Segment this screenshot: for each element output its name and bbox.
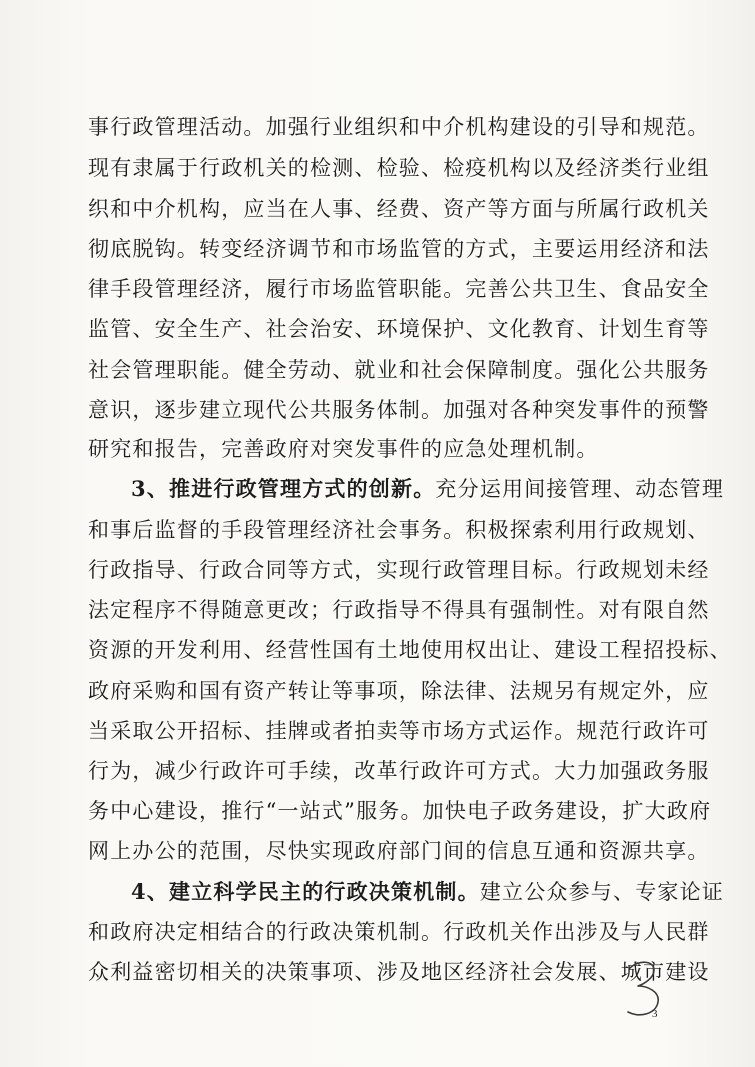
page-number: 3: [652, 1008, 658, 1020]
text-line: 网上办公的范围，尽快实现政府部门间的信息互通和资源共享。: [88, 839, 710, 863]
section-3-text: 充分运用间接管理、动态管理: [435, 477, 725, 501]
text-line: 意识，逐步建立现代公共服务体制。加强对各种突发事件的预警: [88, 398, 710, 422]
section-4-heading: 4、建立科学民主的行政决策机制。: [131, 879, 480, 904]
text-line: 和事后监督的手段管理经济社会事务。积极探索利用行政规划、: [88, 518, 710, 542]
handwritten-page-mark: [624, 958, 666, 1020]
text-line: 研究和报告，完善政府对突发事件的应急处理机制。: [88, 437, 599, 461]
text-line: 务中心建设，推行“一站式”服务。加快电子政务建设，扩大政府: [88, 799, 712, 823]
section-4-text: 建立公众参与、专家论证: [479, 880, 725, 904]
text-line: 政府采购和国有资产转让等事项，除法律、法规另有规定外，应: [88, 679, 710, 703]
text-line: 行为，减少行政许可手续，改革行政许可方式。大力加强政务服: [88, 759, 710, 783]
text-line: 现有隶属于行政机关的检测、检验、检疫机构以及经济类行业组: [88, 156, 710, 180]
text-line: 当采取公开招标、挂牌或者拍卖等市场方式运作。规范行政许可: [88, 719, 710, 743]
text-line: 律手段管理经济，履行市场监管职能。完善公共卫生、食品安全: [88, 277, 710, 301]
text-line: 织和中介机构，应当在人事、经费、资产等方面与所属行政机关: [88, 197, 710, 221]
section-3-first-line: [131, 474, 725, 504]
text-line: 众利益密切相关的决策事项、涉及地区经济社会发展、城市建设: [88, 960, 710, 984]
section-3-heading: 3、推进行政管理方式的创新。: [131, 476, 436, 501]
text-line: 事行政管理活动。加强行业组织和中介机构建设的引导和规范。: [88, 115, 710, 139]
text-line: 法定程序不得随意更改；行政指导不得具有强制性。对有限自然: [88, 598, 710, 622]
text-line: 资源的开发利用、经营性国有土地使用权出让、建设工程招投标、: [88, 638, 732, 662]
section-4-first-line: [131, 877, 725, 907]
text-line: 和政府决定相结合的行政决策机制。行政机关作出涉及与人民群: [88, 920, 710, 944]
text-line: 彻底脱钩。转变经济调节和市场监管的方式，主要运用经济和法: [88, 237, 710, 261]
text-line: 社会管理职能。健全劳动、就业和社会保障制度。强化公共服务: [88, 358, 710, 382]
text-line: 行政指导、行政合同等方式，实现行政管理目标。行政规划未经: [88, 558, 710, 582]
text-line: 监管、安全生产、社会治安、环境保护、文化教育、计划生育等: [88, 317, 710, 341]
